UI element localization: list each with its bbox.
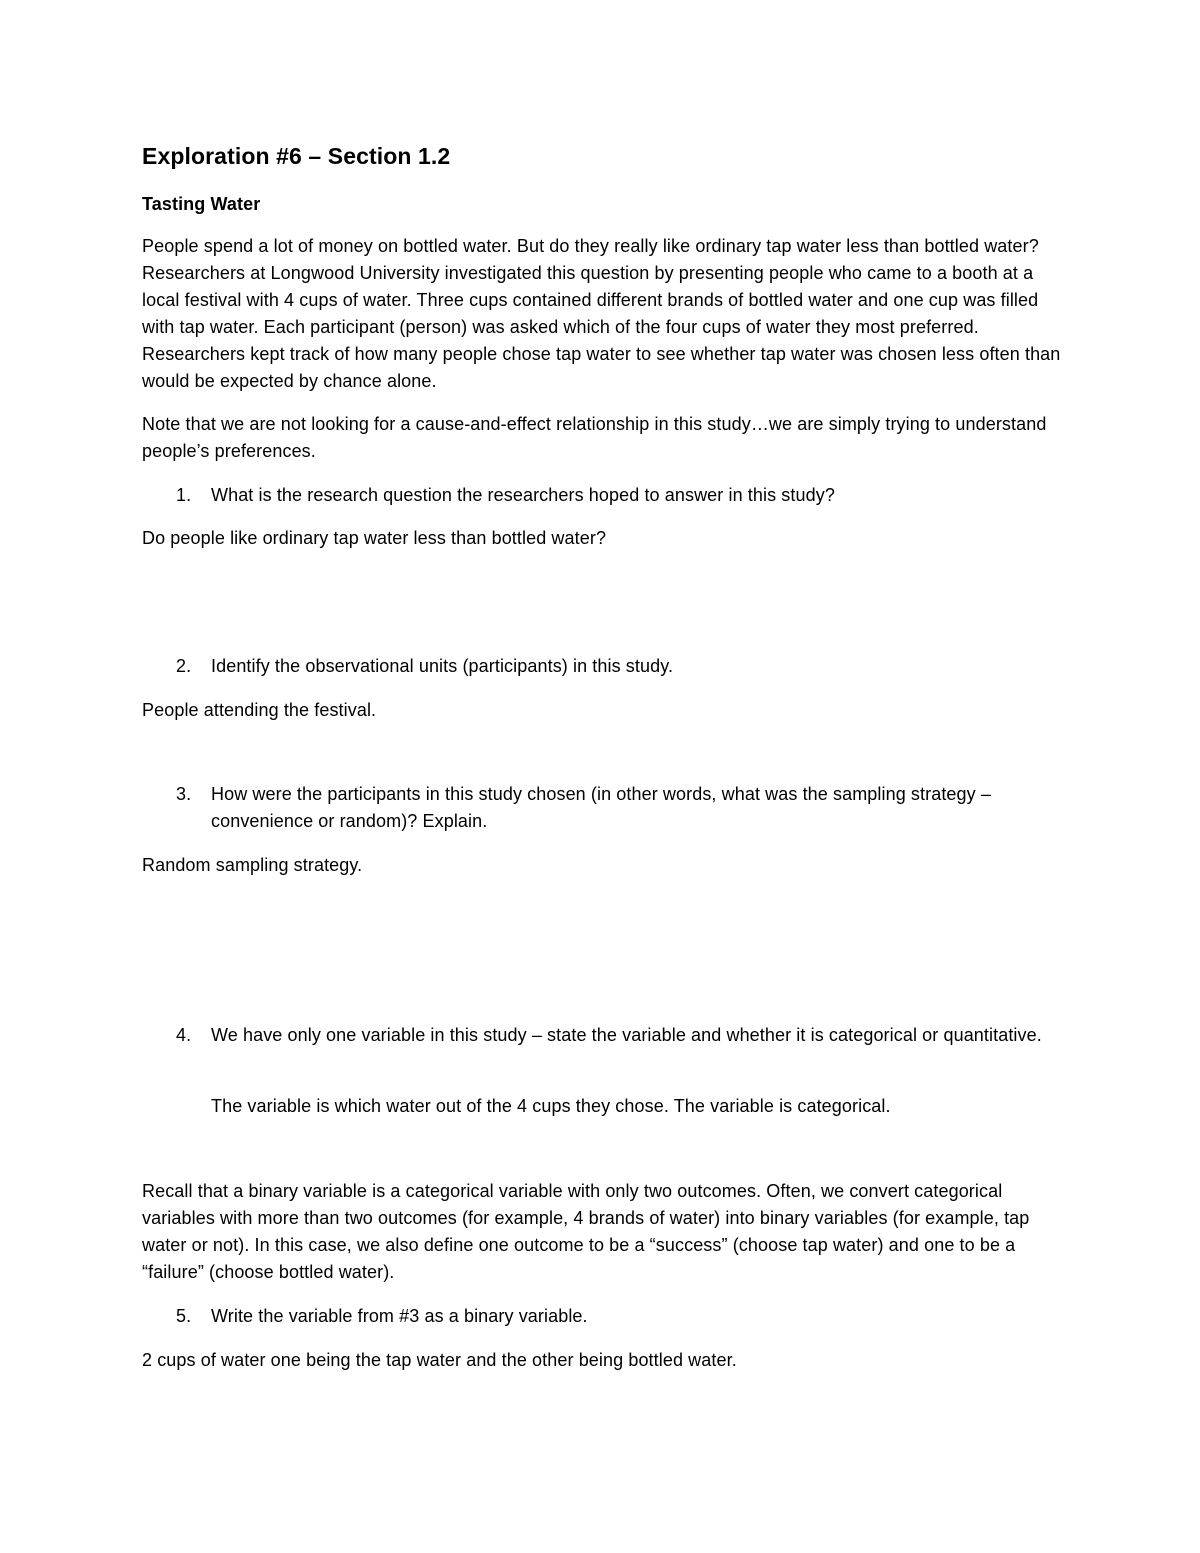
answer-2: People attending the festival.: [142, 700, 377, 720]
question-5: [176, 1303, 1056, 1330]
question-text: What is the research question the researchers hoped to answer in this study?: [211, 485, 835, 505]
note-paragraph: Note that we are not looking for a cause-and-effect relationship in this study…we are simply trying to understand people’s preferences.: [142, 414, 1047, 461]
question-2: [176, 653, 1056, 680]
intro-paragraph: People spend a lot of money on bottled water. But do they really like ordinary tap water less than bottled water? Researchers at Longwood University investigated this question by presenting people who came to a booth at a local festival with 4 cups of water. Three cups contained different brands of bottled water and one cup was filled with tap water. Each participant (person) was asked which of the four cups of water they most preferred. Researchers kept track of how many people chose tap water to see whether tap water was chosen less often than would be expected by chance alone.: [142, 236, 1061, 391]
question-number: 2.: [176, 656, 192, 676]
question-text: We have only one variable in this study – state the variable and whether it is categorical or quantitative.: [211, 1025, 1042, 1045]
question-number: 4.: [176, 1025, 192, 1045]
answer-1: Do people like ordinary tap water less than bottled water?: [142, 528, 607, 548]
question-1: [176, 482, 1056, 509]
question-number: 1.: [176, 485, 192, 505]
answer-4: The variable is which water out of the 4 cups they chose. The variable is categorical.: [211, 1096, 891, 1116]
section-subtitle: Tasting Water: [142, 194, 261, 214]
answer-5: 2 cups of water one being the tap water and the other being bottled water.: [142, 1350, 737, 1370]
page-title: Exploration #6 – Section 1.2: [142, 143, 451, 169]
question-4: [176, 1022, 1056, 1049]
answer-3: Random sampling strategy.: [142, 855, 363, 875]
question-text: Write the variable from #3 as a binary variable.: [211, 1306, 588, 1326]
binary-variable-paragraph: Recall that a binary variable is a categorical variable with only two outcomes. Often, we convert categorical variables with more than two outcomes (for example, 4 brands of water) into binary variables (for example, tap water or not). In this case, we also define one outcome to be a “success” (choose tap water) and one to be a “failure” (choose bottled water).: [142, 1181, 1030, 1282]
question-number: 5.: [176, 1306, 192, 1326]
question-3: [176, 781, 1056, 835]
question-text: How were the participants in this study chosen (in other words, what was the sampling strategy – convenience or random)? Explain.: [211, 784, 991, 831]
question-number: 3.: [176, 784, 192, 804]
question-text: Identify the observational units (participants) in this study.: [211, 656, 674, 676]
